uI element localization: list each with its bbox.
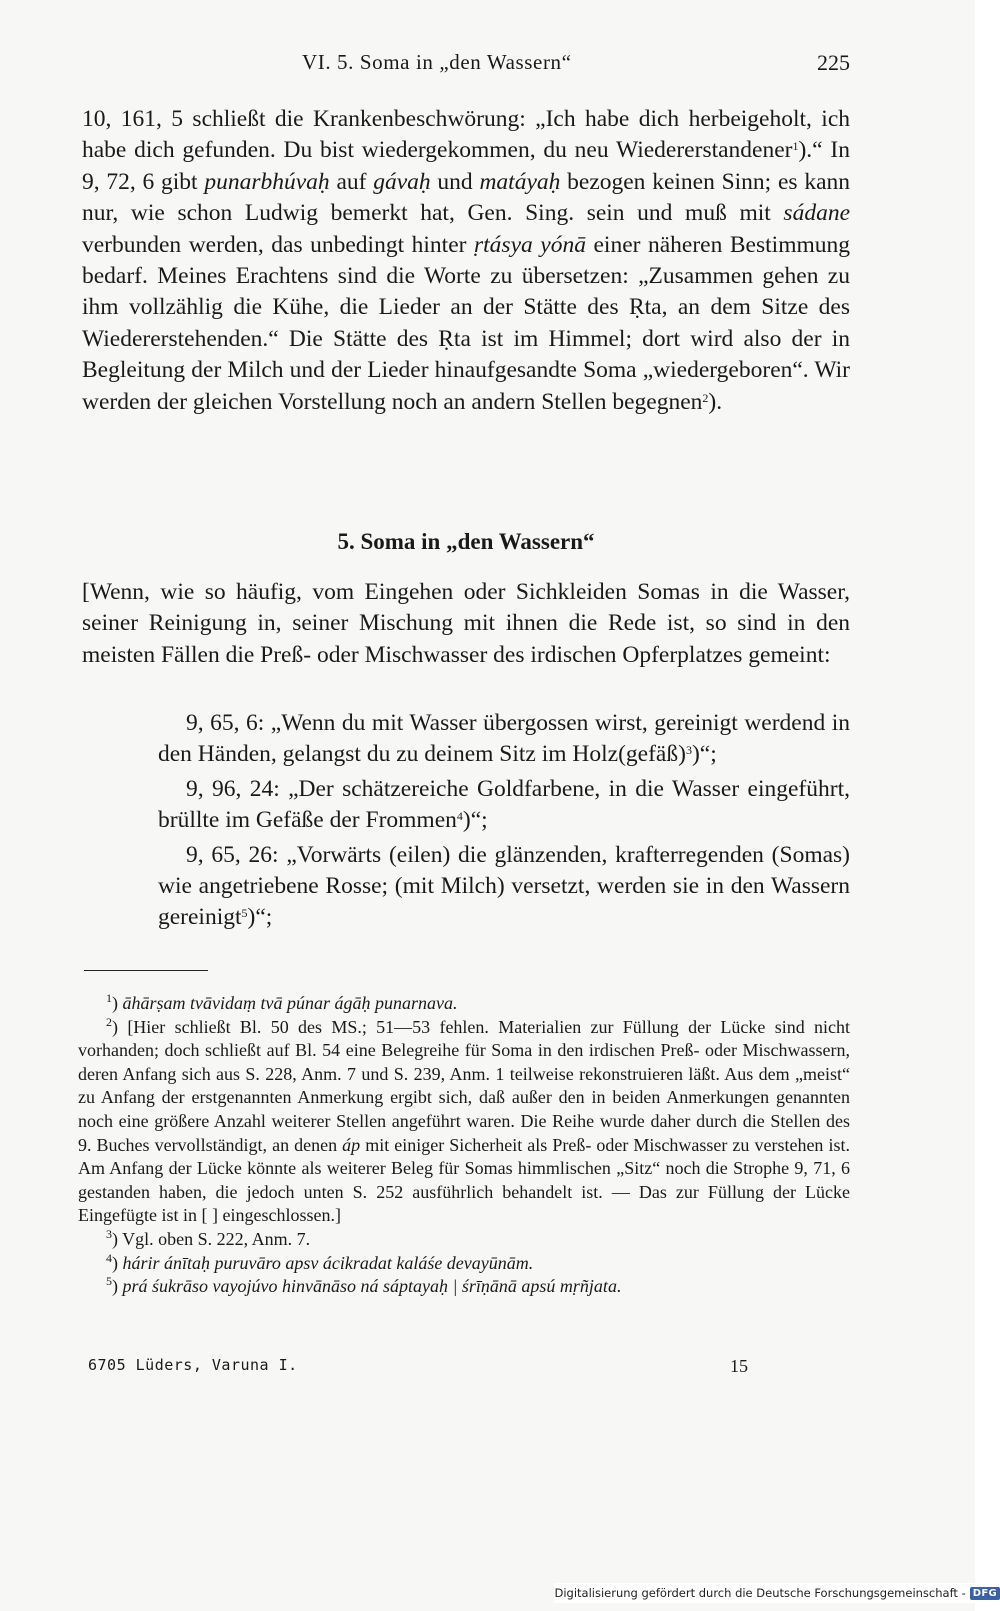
page-number: 225 [817,50,850,75]
running-title: VI. 5. Soma in „den Wassern“ [302,50,572,74]
footnote-ref-2[interactable]: 2 [702,390,709,405]
signature-mark: 6705 Lüders, Varuna I. [88,1356,298,1374]
quote-item: 9, 65, 26: „Vorwärts (eilen) die glänzenden, krafterregenden (Somas) wie angetriebene Rosse; (mit Milch) versetzt, werden sie in den Wassern gereinigt$^5$)“; [158,841,850,931]
quote-item: 9, 96, 24: „Der schätzereiche Goldfarbene, in die Wasser eingeführt, brüllte im Gefäße der Frommen$^4$)“; [158,775,850,834]
footnote-ref-4[interactable]: 4 [456,809,463,824]
footnote-1: $^1$) āhārṣam tvāvidaṃ tvā púnar ágāḥ punarnava. [106,991,458,1013]
footnote-2: $^2$) [Hier schließt Bl. 50 des MS.; 51—53 fehlen. Materialien zur Füllung der Lücke sind nicht vorhanden; doch schließt auf Bl. 54 eine Belegreihe für Soma in den irdischen Preß- oder Mischwassern, deren Anfang sich aus S. 228, Anm. 7 und S. 239, Anm. 1 teilweise rekonstruieren läßt. Aus dem „meist“ zu Anfang der erstgenannten Anmerkung ergibt sich, daß außer den in beiden Anmerkungen genannten noch eine größere Anzahl weiterer Stellen angeführt waren. Die Reihe wurde daher durch die Stellen des 9. Buches vervollständigt, an denen áp mit einiger Sicherheit als Preß- oder Mischwasser zu verstehen ist. Am Anfang der Lücke könnte als weiterer Beleg für Somas himmlischen „Sitz“ noch die Strophe 9, 71, 6 gestanden haben, die jedoch unten S. 252 ausführlich behandelt ist. — Das zur Füllung der Lücke Eingefügte ist in [ ] eingeschlossen.] [78,1014,850,1226]
footnote-ref-3[interactable]: 3 [685,743,692,758]
footnote-ref-1[interactable]: 1 [792,139,799,154]
funding-footer [554,1583,1000,1603]
printer-signature [88,1356,850,1382]
section-heading: 5. Soma in „den Wassern“ [337,529,595,554]
footnote-3: $^3$) Vgl. oben S. 222, Anm. 7. [106,1226,311,1249]
paragraph-1: 10, 161, 5 schließt die Krankenbeschwörung: „Ich habe dich herbeigeholt, ich habe dich gefunden. Du bist wiedergekommen, du neu Wiedererstandener$^1$).“ In 9, 72, 6 gibt punarbhúvaḥ auf gávaḥ und matáyaḥ bezogen keinen Sinn; es kann nur, wie schon Ludwig bemerkt hat, Gen. Sing. sein und muß mit sádane verbunden werden, das unbedingt hinter ṛtásya yónā einer näheren Bestimmung bedarf. Meines Erachtens sind die Worte zu übersetzen: „Zusammen gehen zu ihm vollzählig die Kühe, die Lieder an der Stätte des Ṛta, an dem Sitze des Wiedererstehenden.“ Die Stätte des Ṛta ist im Himmel; dort wird also der in Begleitung der Milch und der Lieder hinaufgesandte Soma „wiedergeboren“. Wir werden der gleichen Vorstellung noch an andern Stellen begegnen$^2$). [82,106,851,415]
quote-item: 9, 65, 6: „Wenn du mit Wasser übergossen wirst, gereinigt werdend in den Händen, gelangst du zu deinem Sitz im Holz(gefäß)$^3$)“; [158,710,850,768]
footnote-ref-5[interactable]: 5 [241,906,248,921]
page-header [84,46,850,76]
footnote-4: $^4$) hárir ánītaḥ puruvāro apsv ácikradat kaláśe devayūnām. [106,1250,534,1273]
footnote-5: $^5$) prá śukrāso vayojúvo hinvānāso ná sáptayaḥ | śrīṇānā apsú mṛñjata. [106,1274,622,1297]
footnote-divider [84,970,208,971]
footnotes [78,992,850,1299]
dfg-logo-icon[interactable]: DFG [970,1587,1000,1600]
signature-number: 15 [730,1356,748,1376]
quote-list [158,708,850,937]
right-margin [975,0,1000,1611]
paragraph-2: [Wenn, wie so häufig, vom Eingehen oder Sichkleiden Somas in die Wasser, seiner Reinigung in, seiner Mischung mit ihnen die Rede ist, so sind in den meisten Fällen die Preß- oder Mischwasser des irdischen Opferplatzes gemeint: [82,579,850,668]
funding-credit: Digitalisierung gefördert durch die Deutsche Forschungsgemeinschaft - [554,1586,966,1600]
